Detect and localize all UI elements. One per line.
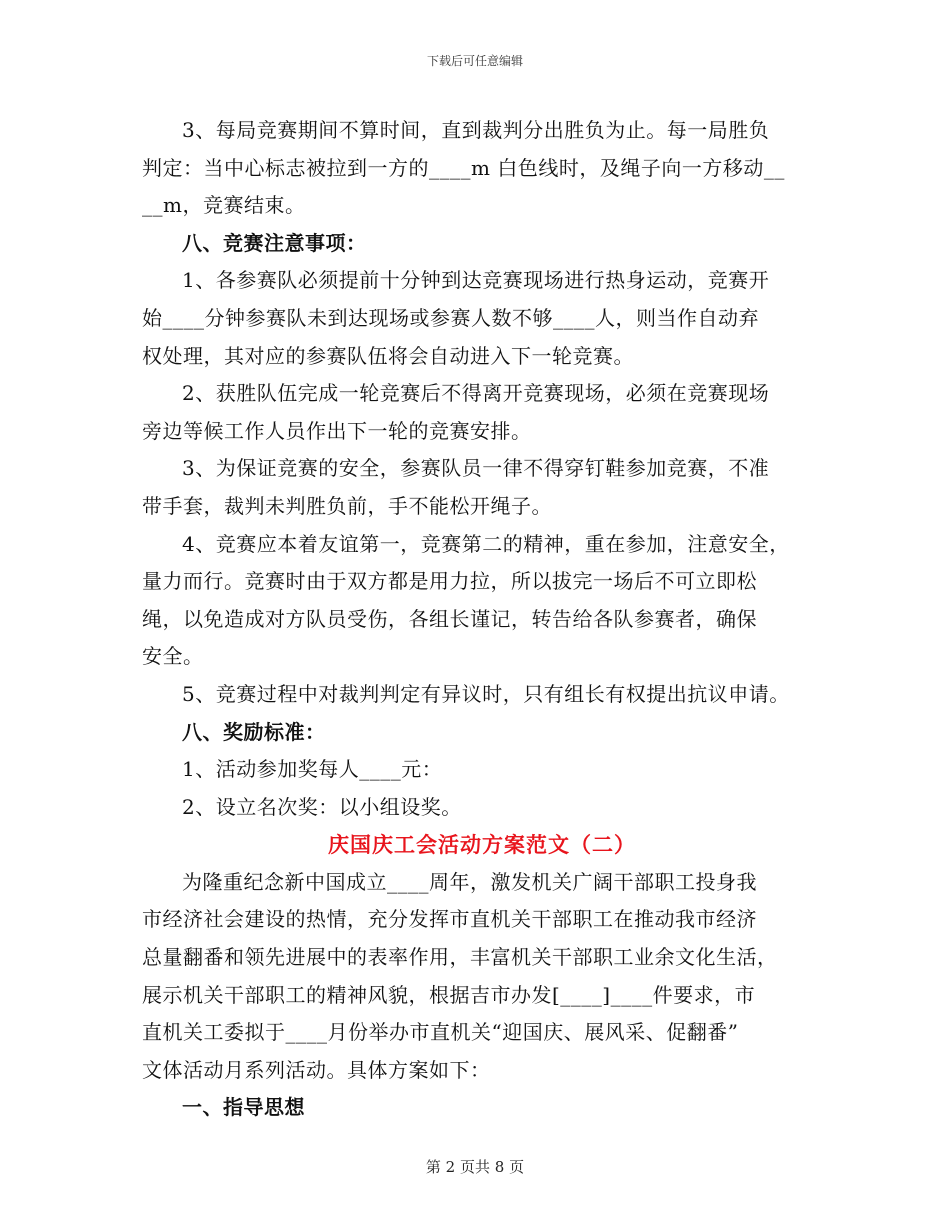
document-body — [142, 112, 822, 1127]
section-heading-rewards: 八、奖励标准： — [182, 719, 326, 744]
section-heading-guiding-ideology: 一、指导思想 — [182, 1095, 305, 1120]
note-1-paragraph: 1、各参赛队必须提前十分钟到达竞赛现场进行热身运动，竞赛开 始____分钟参赛队未到达现场或参赛人数不够____人，则当作自动弃 权处理，其对应的参赛队伍将会自动进入下一轮竞赛。 — [142, 268, 770, 368]
note-2-paragraph: 2、获胜队伍完成一轮竞赛后不得离开竞赛现场，必须在竞赛现场 旁边等候工作人员作出下一轮的竞赛安排。 — [142, 381, 770, 443]
reward-1-paragraph: 1、活动参加奖每人____元： — [182, 757, 443, 782]
intro-paragraph: 为隆重纪念新中国成立____周年，激发机关广阔干部职工投身我 市经济社会建设的热情，充分发挥市直机关干部职工在推动我市经济 总量翻番和领先进展中的表率作用，丰富机关干部职工业余文化生活， 展示机关干部职工的精神风貌，根据吉市办发[____]____件要求，市 直机关工委拟于____月份举办市直机关“迎国庆、展风采、促翻番” 文体活动月系列活动。具体方案如下： — [142, 869, 778, 1082]
reward-2-paragraph: 2、设立名次奖：以小组设奖。 — [182, 794, 462, 819]
note-5-paragraph: 5、竞赛过程中对裁判判定有异议时，只有组长有权提出抗议申请。 — [182, 681, 790, 706]
note-4-paragraph: 4、竞赛应本着友谊第一，竞赛第二的精神，重在参加，注意安全， 量力而行。竞赛时由于双方都是用力拉，所以拔完一场后不可立即松 绳，以免造成对方队员受伤，各组长谨记，转告给各队参赛者，确保 安全。 — [142, 531, 790, 669]
section-heading-notes: 八、竞赛注意事项： — [182, 230, 367, 255]
note-3-paragraph: 3、为保证竞赛的安全，参赛队员一律不得穿钉鞋参加竞赛，不准 带手套，裁判未判胜负前，手不能松开绳子。 — [142, 456, 770, 518]
page-header: 下载后可任意编辑 — [426, 54, 523, 68]
page-footer: 第 2 页共 8 页 — [425, 1158, 525, 1176]
document-title: 庆国庆工会活动方案范文（二） — [328, 832, 636, 858]
rule-3-paragraph: 3、每局竞赛期间不算时间，直到裁判分出胜负为止。每一局胜负 判定：当中心标志被拉到一方的____m 白色线时，及绳子向一方移动__ __m，竞赛结束。 — [142, 118, 785, 218]
